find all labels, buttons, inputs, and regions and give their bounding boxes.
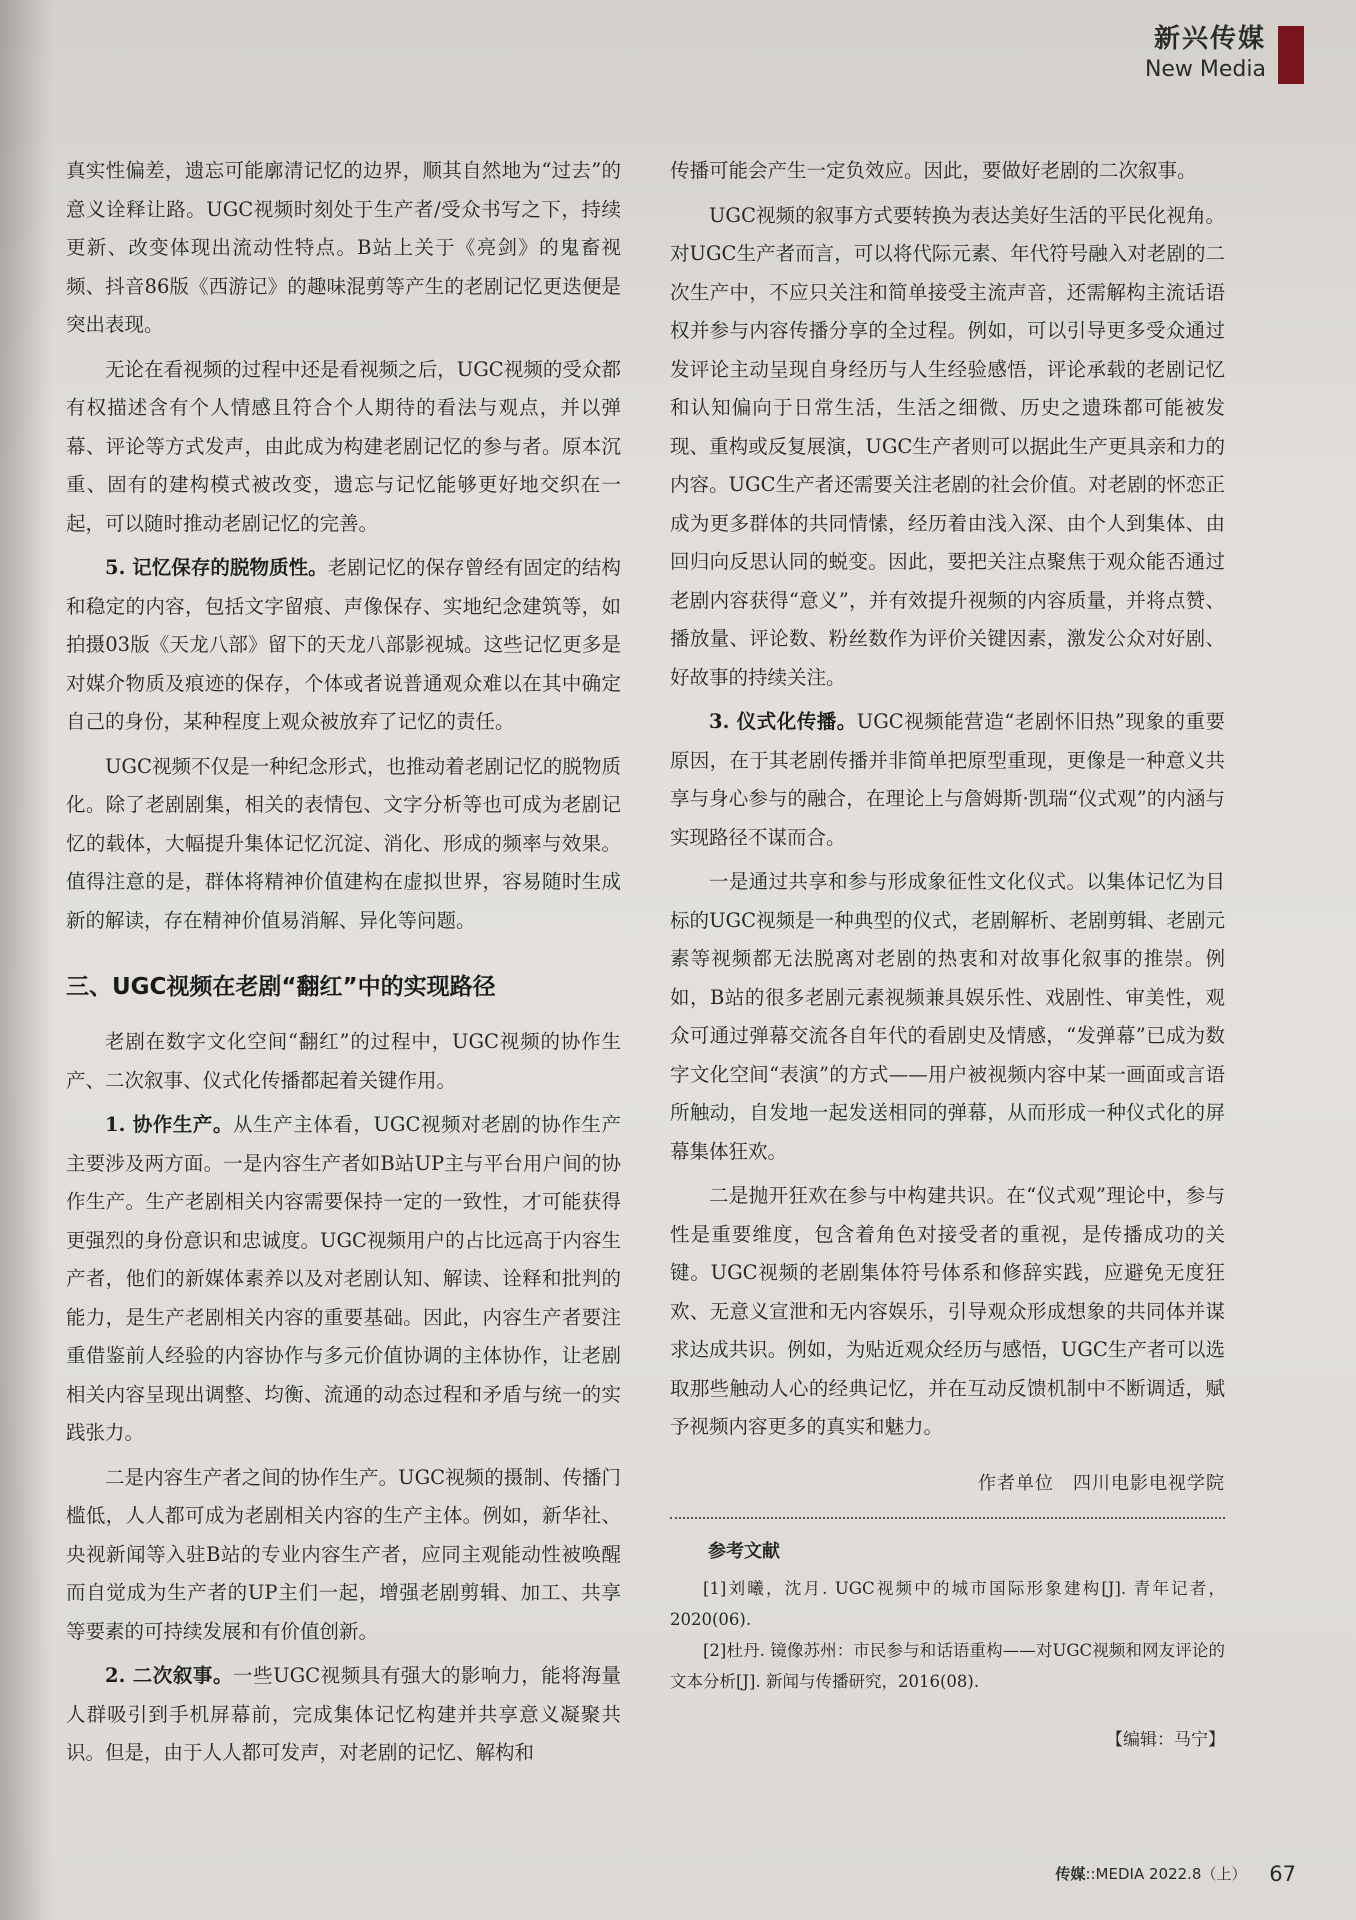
left-column: [66, 152, 621, 1773]
paragraph-body: 一些UGC视频具有强大的影响力，能将海量人群吸引到手机屏幕前，完成集体记忆构建并共享意义凝聚共识。但是，由于人人都可发声，对老剧的记忆、解构和: [66, 1664, 621, 1764]
page-number: 67: [1269, 1862, 1296, 1886]
footer-separator: ::: [1085, 1865, 1096, 1883]
reference-item: [2]杜丹. 镜像苏州：市民参与和话语重构——对UGC视频和网友评论的文本分析[J]. 新闻与传播研究，2016(08).: [670, 1640, 1225, 1691]
right-column: [670, 152, 1225, 1750]
book-spine-shadow: [0, 0, 52, 1920]
reference-item: [1]刘曦，沈月. UGC视频中的城市国际形象建构[J]. 青年记者，2020(06).: [670, 1578, 1225, 1629]
paragraph: 二是抛开狂欢在参与中构建共识。在“仪式观”理论中，参与性是重要维度，包含着角色对接受者的重视，是传播成功的关键。UGC视频的老剧集体符号体系和修辞实践，应避免无度狂欢、无意义宣泄和无内容娱乐，引导观众形成想象的共同体并谋求达成共识。例如，为贴近观众经历与感悟，UGC生产者可以选取那些触动人心的经典记忆，并在互动反馈机制中不断调适，赋予视频内容更多的真实和魅力。: [670, 1184, 1225, 1438]
paragraph: 一是通过共享和参与形成象征性文化仪式。以集体记忆为目标的UGC视频是一种典型的仪式，老剧解析、老剧剪辑、老剧元素等视频都无法脱离对老剧的热衷和对故事化叙事的推崇。例如，B站的很多老剧元素视频兼具娱乐性、戏剧性、审美性，观众可通过弹幕交流各自年代的看剧史及情感，“发弹幕”已成为数字文化空间“表演”的方式——用户被视频内容中某一画面或言语所触动，自发地一起发送相同的弹幕，从而形成一种仪式化的屏幕集体狂欢。: [670, 870, 1225, 1163]
section-title-cn: 新兴传媒: [1153, 24, 1266, 54]
paragraph: [66, 549, 621, 742]
issue-date: 2022.8（上）: [1148, 1865, 1247, 1883]
paragraph-lead: 2. 二次叙事。: [105, 1664, 234, 1687]
paragraph: 二是内容生产者之间的协作生产。UGC视频的摄制、传播门槛低，人人都可成为老剧相关内容的生产主体。例如，新华社、央视新闻等入驻B站的专业内容生产者，应同主观能动性被唤醒而自觉成为生产者的UP主们一起，增强老剧剪辑、加工、共享等要素的可持续发展和有价值创新。: [66, 1465, 621, 1643]
paragraph: 真实性偏差，遗忘可能廓清记忆的边界，顺其自然地为“过去”的意义诠释让路。UGC视频时刻处于生产者/受众书写之下，持续更新、改变体现出流动性特点。B站上关于《亮剑》的鬼畜视频、抖音86版《西游记》的趣味混剪等产生的老剧记忆更迭便是突出表现。: [66, 159, 621, 336]
section-title-en: New Media: [1144, 57, 1266, 82]
editor-credit: 【编辑：马宁】: [1106, 1729, 1225, 1750]
references-heading: 参考文献: [708, 1540, 780, 1562]
paragraph-lead: 1. 协作生产。: [105, 1113, 234, 1136]
paragraph-body: 老剧记忆的保存曾经有固定的结构和稳定的内容，包括文字留痕、声像保存、实地纪念建筑等，如拍摄03版《天龙八部》留下的天龙八部影视城。这些记忆更多是对媒介物质及痕迹的保存，个体或者说普通观众难以在其中确定自己的身份，某种程度上观众被放弃了记忆的责任。: [66, 556, 621, 733]
paragraph: UGC视频不仅是一种纪念形式，也推动着老剧记忆的脱物质化。除了老剧剧集，相关的表情包、文字分析等也可成为老剧记忆的载体，大幅提升集体记忆沉淀、消化、形成的频率与效果。值得注意的是，群体将精神价值建构在虚拟世界，容易随时生成新的解读，存在精神价值易消解、异化等问题。: [66, 754, 621, 932]
journal-name-en: MEDIA: [1095, 1865, 1145, 1883]
paragraph: 无论在看视频的过程中还是看视频之后，UGC视频的受众都有权描述含有个人情感且符合个人期待的看法与观点，并以弹幕、评论等方式发声，由此成为构建老剧记忆的参与者。原本沉重、固有的建构模式被改变，遗忘与记忆能够更好地交织在一起，可以随时推动老剧记忆的完善。: [66, 357, 621, 535]
paragraph-body: 从生产主体看，UGC视频对老剧的协作生产主要涉及两方面。一是内容生产者如B站UP主与平台用户间的协作生产。生产老剧相关内容需要保持一定的一致性，才可能获得更强烈的身份意识和忠诚度。UGC视频用户的占比远高于内容生产者，他们的新媒体素养以及对老剧认知、解读、诠释和批判的能力，是生产老剧相关内容的重要基础。因此，内容生产者要注重借鉴前人经验的内容协作与多元价值协调的主体协作，让老剧相关内容呈现出调整、均衡、流通的动态过程和矛盾与统一的实践张力。: [66, 1113, 621, 1444]
paragraph-lead: 3. 仪式化传播。: [709, 710, 857, 733]
paragraph-body: UGC视频能营造“老剧怀旧热”现象的重要原因，在于其老剧传播并非简单把原型重现，更像是一种意义共享与身心参与的融合，在理论上与詹姆斯·凯瑞“仪式观”的内涵与实现路径不谋而合。: [670, 710, 1225, 849]
paragraph: UGC视频的叙事方式要转换为表达美好生活的平民化视角。对UGC生产者而言，可以将代际元素、年代符号融入对老剧的二次生产中，不应只关注和简单接受主流声音，还需解构主流话语权并参与内容传播分享的全过程。例如，可以引导更多受众通过发评论主动呈现自身经历与人生经验感悟，评论承载的老剧记忆和认知偏向于日常生活，生活之细微、历史之遗珠都可能被发现、重构或反复展演，UGC生产者则可以据此生产更具亲和力的内容。UGC生产者还需要关注老剧的社会价值。对老剧的怀恋正成为更多群体的共同情愫，经历着由浅入深、由个人到集体、由回归向反思认同的蜕变。因此，要把关注点聚焦于观众能否通过老剧内容获得“意义”，并有效提升视频的内容质量，并将点赞、播放量、评论数、粉丝数作为评价关键因素，激发公众对好剧、好故事的持续关注。: [670, 203, 1225, 689]
page-footer: [1055, 1862, 1296, 1886]
section-color-bar: [1278, 26, 1304, 84]
section-header: [1145, 22, 1266, 84]
paragraph: [66, 1657, 621, 1773]
author-affiliation: 作者单位 四川电影电视学院: [978, 1472, 1225, 1494]
paragraph: [670, 703, 1225, 857]
dotted-divider: [670, 1517, 1225, 1519]
journal-name: 传媒: [1055, 1865, 1086, 1883]
paragraph: 老剧在数字文化空间“翻红”的过程中，UGC视频的协作生产、二次叙事、仪式化传播都起着关键作用。: [66, 1030, 621, 1092]
paragraph: 传播可能会产生一定负效应。因此，要做好老剧的二次叙事。: [670, 159, 1197, 182]
paragraph-lead: 5. 记忆保存的脱物质性。: [105, 556, 328, 579]
paragraph: [66, 1106, 621, 1453]
section-heading: 三、UGC视频在老剧“翻红”中的实现路径: [66, 974, 496, 1000]
